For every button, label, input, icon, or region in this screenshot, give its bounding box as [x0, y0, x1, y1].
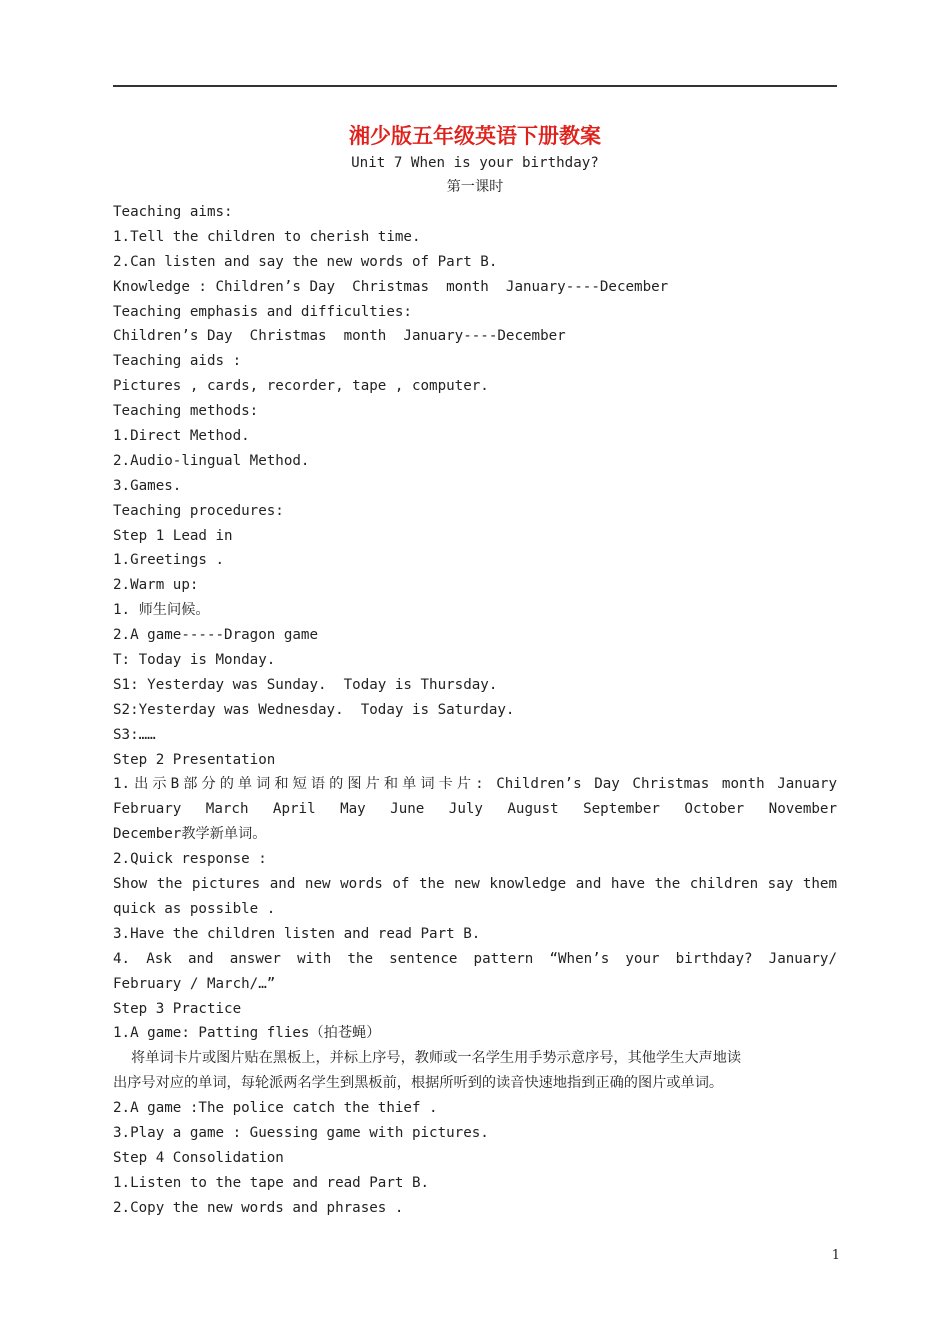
text-line: S1: Yesterday was Sunday. Today is Thursday. [113, 676, 498, 693]
text-line: 1.Direct Method. [113, 428, 250, 445]
text-line: 2.Quick response : [113, 851, 267, 868]
page-number: 1 [831, 1248, 840, 1263]
text-line: Knowledge : Children’s Day Christmas month January----December [113, 278, 669, 295]
unit-title: Unit 7 When is your birthday? [351, 155, 599, 171]
text-line: 出序号对应的单词，每轮派两名学生到黑板前，根据所听到的读音快速地指到正确的图片或单词。 [113, 1075, 724, 1092]
text-line: Step 3 Practice [113, 1000, 242, 1017]
text-line: 1. 师生问候。 [113, 602, 210, 619]
text-line: Teaching emphasis and difficulties: [113, 303, 412, 320]
text-line: 2.Warm up: [113, 577, 199, 594]
text-line: 2.A game-----Dragon game [113, 627, 318, 644]
text-line: 将单词卡片或图片贴在黑板上，并标上序号，教师或一名学生用手势示意序号，其他学生大声地读 [131, 1050, 742, 1067]
text-line: Teaching procedures: [113, 502, 284, 519]
text-line: Step 4 Consolidation [113, 1149, 284, 1166]
text-line: 2.Audio-lingual Method. [113, 452, 310, 469]
header-rule [113, 85, 837, 87]
text-line: T: Today is Monday. [113, 652, 276, 669]
text-line: 1.Greetings . [113, 552, 225, 569]
text-line: quick as possible . [113, 900, 276, 917]
text-line: Step 1 Lead in [113, 527, 233, 544]
text-line: February March April May June July August September October November [113, 801, 837, 818]
text-line: Teaching aims: [113, 204, 233, 220]
lesson-plan-body [113, 200, 837, 1221]
text-line: Show the pictures and new words of the new knowledge and have the children say them [113, 876, 837, 893]
text-line: Pictures , cards, recorder, tape , computer. [113, 378, 489, 395]
text-line: 4. Ask and answer with the sentence pattern “When’s your birthday? January/ [113, 950, 837, 967]
lesson-label: 第一课时 [446, 179, 504, 195]
text-line: 2.Copy the new words and phrases . [113, 1199, 404, 1216]
text-line: 2.A game :The police catch the thief . [113, 1100, 438, 1117]
text-line: December教学新单词。 [113, 826, 267, 843]
text-line: Teaching methods: [113, 403, 259, 420]
document-title: 湘少版五年级英语下册教案 [349, 123, 601, 148]
text-line: S2:Yesterday was Wednesday. Today is Saturday. [113, 701, 515, 718]
text-line: Children’s Day Christmas month January----December [113, 328, 566, 345]
text-line: 3.Games. [113, 477, 182, 494]
text-line: 1.Listen to the tape and read Part B. [113, 1174, 430, 1191]
text-line: 3.Have the children listen and read Part B. [113, 925, 481, 942]
text-line: 1.Tell the children to cherish time. [113, 228, 421, 245]
text-line: Teaching aids : [113, 353, 242, 370]
text-line: February / March/…” [113, 975, 276, 992]
text-line: 1.出示B部分的单词和短语的图片和单词卡片: Children’s Day Christmas month January [113, 776, 837, 793]
text-line: 1.A game: Patting flies（拍苍蝇） [113, 1025, 381, 1042]
text-line: S3:…… [113, 726, 156, 743]
text-line: 2.Can listen and say the new words of Part B. [113, 253, 498, 270]
text-line: Step 2 Presentation [113, 751, 276, 768]
text-line: 3.Play a game : Guessing game with pictures. [113, 1124, 489, 1141]
